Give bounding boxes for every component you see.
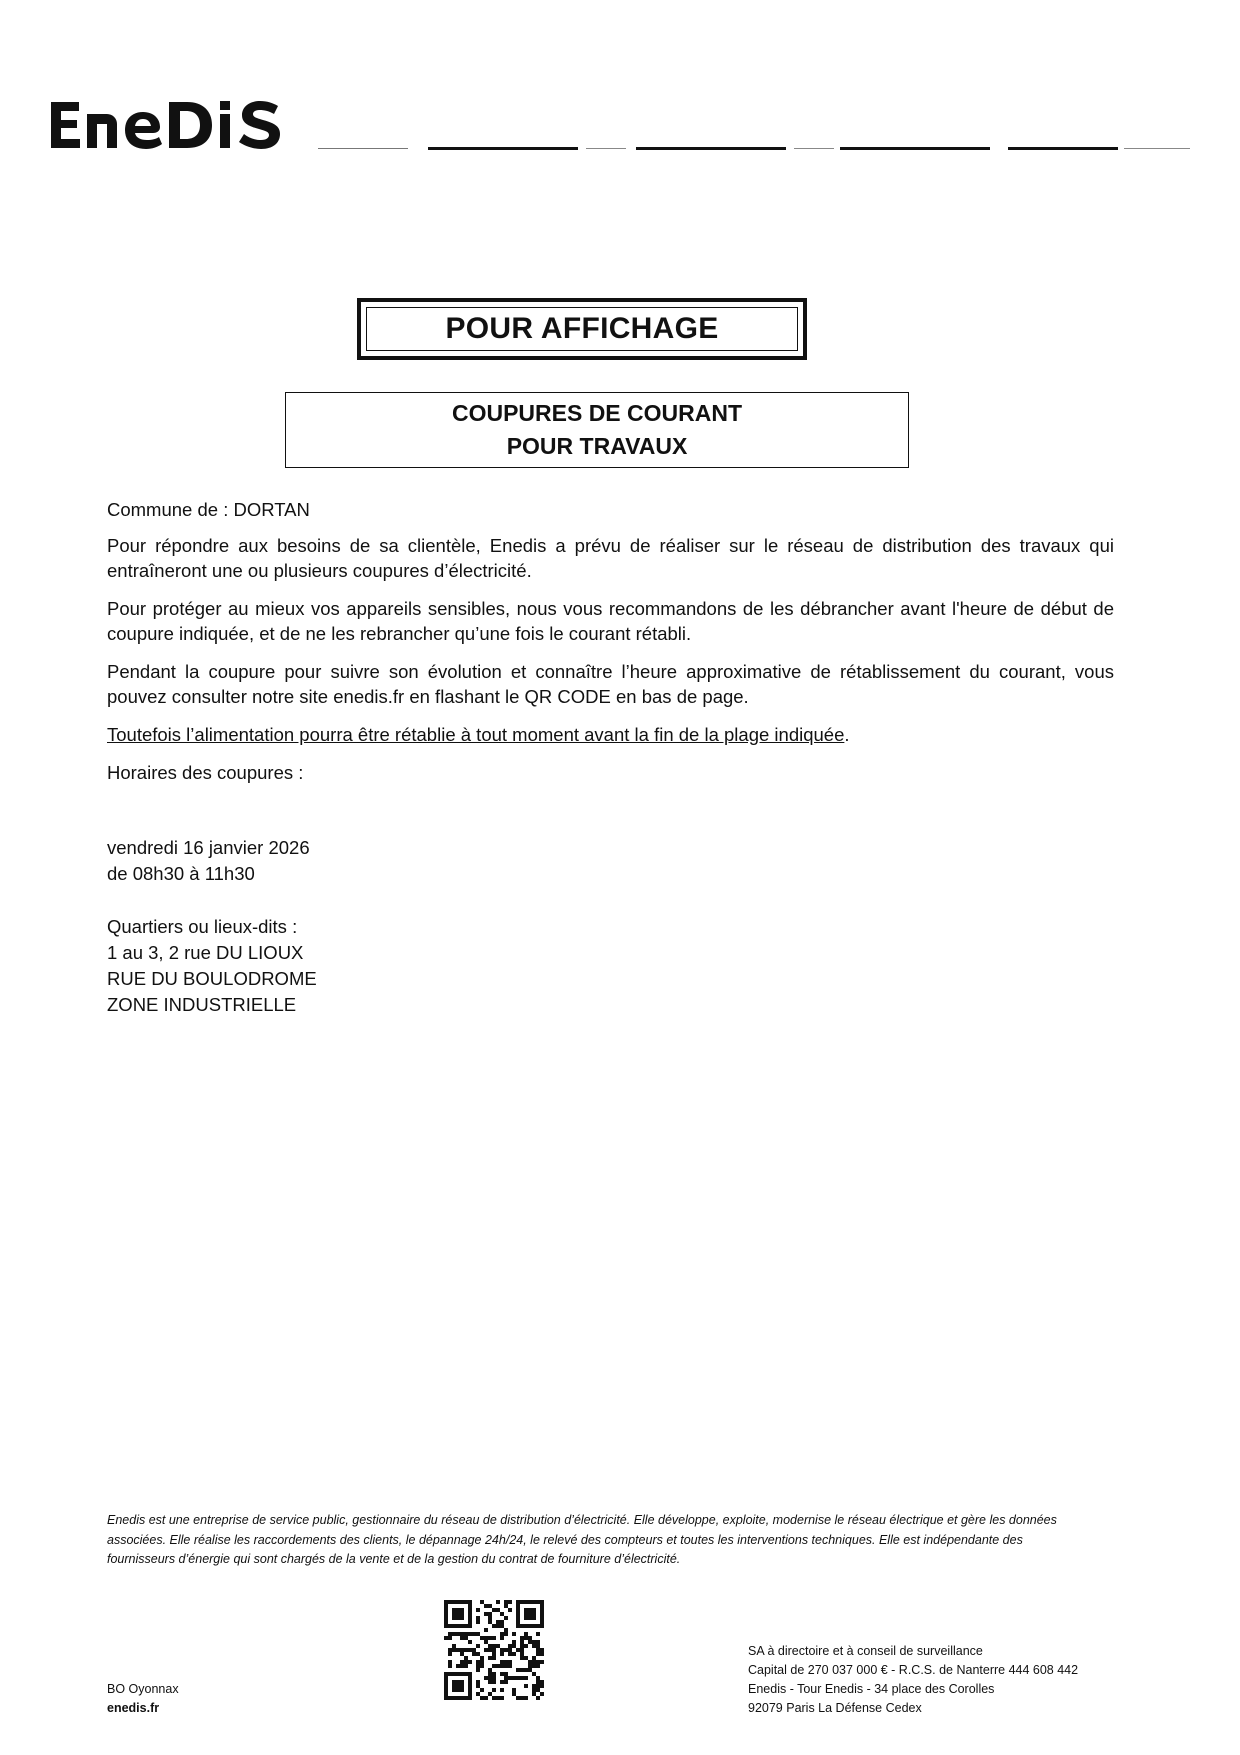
- schedule: [107, 835, 310, 887]
- enedis-logo: [49, 90, 317, 152]
- company-line-4: 92079 Paris La Défense Cedex: [748, 1701, 922, 1715]
- page-title: POUR AFFICHAGE: [366, 307, 798, 351]
- subtitle-line-1: COUPURES DE COURANT: [451, 400, 743, 426]
- subtitle-box: [285, 392, 909, 468]
- paragraph-4: [107, 722, 1114, 747]
- locations-label: Quartiers ou lieux-dits :: [107, 916, 298, 937]
- office-name: BO Oyonnax: [107, 1682, 179, 1696]
- horaires-label: Horaires des coupures :: [107, 762, 304, 783]
- paragraph-1: Pour répondre aux besoins de sa clientèle, Enedis a prévu de réaliser sur le réseau de distribution des travaux qui entraîneront une ou plusieurs coupures d’électricité.: [107, 535, 1114, 581]
- locations: [107, 914, 317, 1018]
- legal-notice: [107, 1511, 1117, 1570]
- subtitle-line-2: POUR TRAVAUX: [506, 433, 688, 459]
- location-item: ZONE INDUSTRIELLE: [107, 994, 297, 1015]
- notice-underlined: Toutefois l’alimentation pourra être rétablie à tout moment avant la fin de la plage indiquée: [107, 724, 845, 745]
- footer-left: [107, 1680, 179, 1718]
- website-link[interactable]: enedis.fr: [107, 1701, 160, 1715]
- legal-line-2: associées. Elle réalise les raccordements des clients, le dépannage 24h/24, le relevé des compteurs et toutes les interventions techniques. Elle est indépendante des: [107, 1532, 1023, 1547]
- paragraph-3: Pendant la coupure pour suivre son évolution et connaître l’heure approximative de rétablissement du courant, vous pouvez consulter notre site enedis.fr en flashant le QR CODE en bas de page.: [107, 661, 1114, 707]
- legal-line-3: fournisseurs d’énergie qui sont chargés de la vente et de la gestion du contrat de fourniture d’électricité.: [107, 1552, 681, 1566]
- paragraph-2: Pour protéger au mieux vos appareils sensibles, nous vous recommandons de les débrancher avant l'heure de début de coupure indiquée, et de ne les rebrancher qu’une fois le courant rétabli.: [107, 598, 1114, 644]
- company-line-3: Enedis - Tour Enedis - 34 place des Corolles: [748, 1682, 995, 1696]
- company-info: [748, 1642, 1078, 1718]
- location-item: RUE DU BOULODROME: [107, 968, 317, 989]
- commune: Commune de : DORTAN: [107, 499, 310, 520]
- schedule-date: vendredi 16 janvier 2026: [107, 837, 310, 858]
- legal-line-1: Enedis est une entreprise de service public, gestionnaire du réseau de distribution d’électricité. Elle développe, exploite, modernise le réseau électrique et gère les données: [107, 1513, 1057, 1527]
- company-line-1: SA à directoire et à conseil de surveillance: [748, 1644, 983, 1658]
- header-rule: [318, 145, 1190, 151]
- title-box: [357, 298, 807, 360]
- schedule-time: de 08h30 à 11h30: [107, 863, 255, 884]
- notice-end: .: [844, 724, 850, 745]
- location-item: 1 au 3, 2 rue DU LIOUX: [107, 942, 304, 963]
- company-line-2: Capital de 270 037 000 € - R.C.S. de Nanterre 444 608 442: [748, 1663, 1079, 1677]
- qr-code-icon[interactable]: [444, 1600, 544, 1700]
